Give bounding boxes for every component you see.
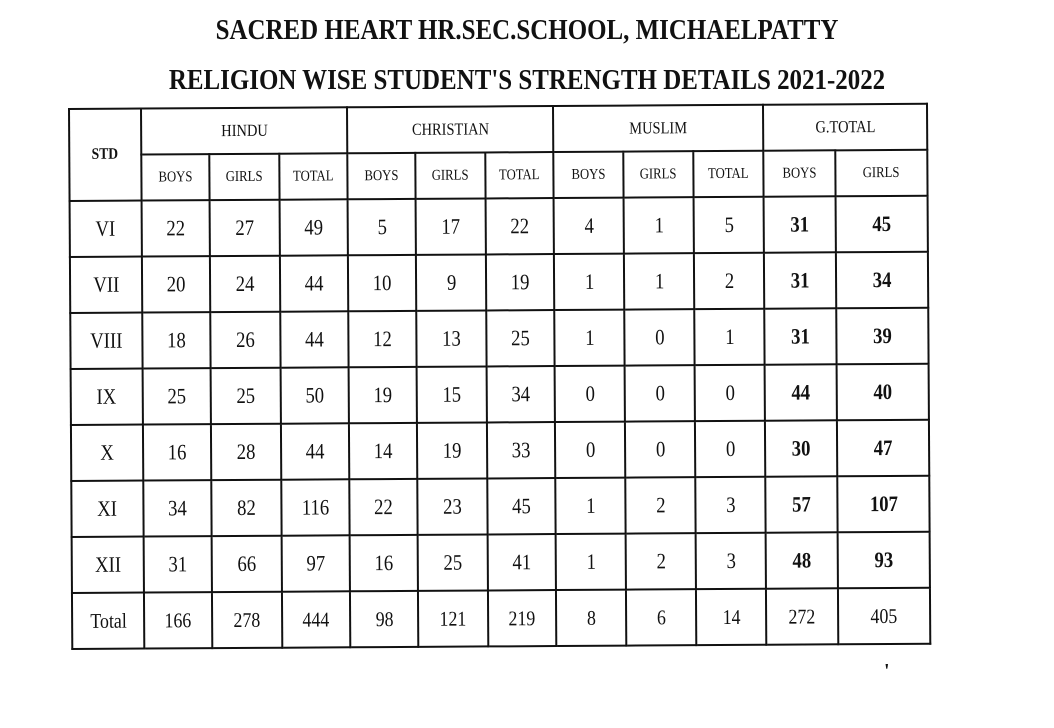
subheader-muslim-total: TOTAL — [693, 151, 763, 197]
group-header-christian: CHRISTIAN — [347, 106, 553, 153]
table-cell: 50 — [281, 367, 349, 423]
table-cell: 16 — [350, 535, 418, 591]
table-cell: 13 — [416, 310, 486, 366]
table-cell: 34 — [487, 366, 555, 422]
total-cell: 219 — [488, 590, 556, 646]
std-cell: IX — [71, 369, 143, 425]
table-cell: 19 — [349, 367, 417, 423]
table-cell: 15 — [417, 366, 487, 422]
table-cell: 14 — [349, 423, 417, 479]
table-cell: 23 — [417, 478, 487, 534]
table-cell: 31 — [144, 536, 212, 592]
table-cell: 25 — [486, 310, 554, 366]
table-cell: 17 — [416, 198, 486, 254]
total-cell: 166 — [144, 592, 212, 648]
table-cell: 48 — [766, 532, 838, 588]
subheader-muslim-girls: GIRLS — [623, 151, 693, 197]
table-cell: 39 — [836, 308, 928, 365]
table-cell: 34 — [836, 252, 928, 309]
table-cell: 44 — [765, 364, 837, 420]
subheader-hindu-girls: GIRLS — [209, 154, 279, 200]
table-cell: 0 — [625, 421, 695, 477]
table-cell: 93 — [838, 532, 930, 589]
group-header-hindu: HINDU — [141, 107, 347, 154]
total-cell: 272 — [766, 588, 838, 644]
table-cell: 2 — [694, 253, 764, 309]
table-cell: 5 — [694, 197, 764, 253]
table-cell: 40 — [837, 364, 929, 421]
strength-table — [68, 103, 931, 650]
std-header: STD — [69, 109, 142, 201]
total-cell: 405 — [838, 588, 930, 645]
table-cell: 5 — [348, 199, 416, 255]
table-row — [71, 364, 929, 425]
table-cell: 0 — [625, 365, 695, 421]
table-cell: 1 — [694, 309, 764, 365]
table-row — [71, 476, 929, 537]
table-cell: 2 — [625, 477, 695, 533]
table-cell: 107 — [837, 476, 929, 533]
total-row — [72, 588, 930, 649]
table-cell: 0 — [695, 421, 765, 477]
std-cell: X — [71, 425, 143, 481]
total-label: Total — [72, 593, 144, 649]
group-header-muslim: MUSLIM — [553, 105, 763, 152]
std-cell: VI — [70, 201, 142, 257]
table-cell: 97 — [282, 535, 350, 591]
table-cell: 10 — [348, 255, 416, 311]
subheader-hindu-boys: BOYS — [141, 154, 209, 200]
table-cell: 3 — [695, 477, 765, 533]
subheader-christian-girls: GIRLS — [415, 152, 485, 198]
std-cell: XI — [71, 481, 143, 537]
table-cell: 22 — [349, 479, 417, 535]
subheader-hindu-total: TOTAL — [279, 153, 347, 199]
table-cell: 12 — [348, 311, 416, 367]
table-cell: 31 — [764, 308, 836, 364]
table-cell: 9 — [416, 254, 486, 310]
total-cell: 278 — [212, 592, 282, 648]
report-title: RELIGION WISE STUDENT'S STRENGTH DETAILS 2021-2022 — [168, 64, 886, 96]
subheader-grand-total-boys: BOYS — [763, 150, 835, 196]
table-cell: 19 — [417, 422, 487, 478]
group-header-grand-total: G.TOTAL — [763, 104, 927, 151]
table-cell: 44 — [280, 255, 348, 311]
table-cell: 31 — [764, 252, 836, 308]
table-cell: 4 — [554, 198, 624, 254]
pen-mark: ' — [884, 660, 890, 682]
table-cell: 0 — [555, 366, 625, 422]
table-cell: 41 — [488, 534, 556, 590]
table-cell: 1 — [555, 478, 625, 534]
table-cell: 45 — [836, 196, 928, 253]
table-cell: 1 — [554, 310, 624, 366]
table-cell: 22 — [486, 198, 554, 254]
subheader-grand-total-girls: GIRLS — [835, 150, 927, 197]
table-cell: 1 — [556, 534, 626, 590]
table-row — [70, 252, 928, 313]
table-row — [71, 420, 929, 481]
table-cell: 0 — [624, 309, 694, 365]
table-cell: 0 — [695, 365, 765, 421]
table-cell: 25 — [211, 368, 281, 424]
subheader-row — [69, 150, 927, 201]
table-cell: 1 — [624, 197, 694, 253]
table-cell: 47 — [837, 420, 929, 477]
std-cell: VIII — [70, 313, 142, 369]
table-cell: 31 — [764, 196, 836, 252]
table-cell: 33 — [487, 422, 555, 478]
table-cell: 49 — [280, 199, 348, 255]
total-cell: 444 — [282, 591, 350, 647]
table-row — [70, 196, 928, 257]
table-cell: 25 — [418, 534, 488, 590]
school-name: SACRED HEART HR.SEC.SCHOOL, MICHAELPATTY — [215, 14, 839, 46]
table-cell: 2 — [626, 533, 696, 589]
subheader-christian-total: TOTAL — [485, 152, 553, 198]
subheader-muslim-boys: BOYS — [553, 152, 623, 198]
table-cell: 1 — [554, 254, 624, 310]
table-cell: 22 — [142, 200, 210, 256]
total-cell: 6 — [626, 589, 696, 645]
table-cell: 16 — [143, 424, 211, 480]
total-cell: 121 — [418, 590, 488, 646]
table-cell: 1 — [624, 253, 694, 309]
table-cell: 82 — [211, 480, 281, 536]
table-cell: 26 — [210, 312, 280, 368]
table-row — [72, 532, 930, 593]
table-cell: 30 — [765, 420, 837, 476]
std-cell: XII — [72, 537, 144, 593]
table-cell: 27 — [210, 200, 280, 256]
table-cell: 25 — [143, 368, 211, 424]
total-cell: 14 — [696, 589, 766, 645]
table-cell: 44 — [281, 423, 349, 479]
std-cell: VII — [70, 257, 142, 313]
table-cell: 3 — [696, 533, 766, 589]
table-cell: 45 — [487, 478, 555, 534]
table-cell: 116 — [281, 479, 349, 535]
table-cell: 44 — [280, 311, 348, 367]
total-cell: 98 — [350, 591, 418, 647]
table-cell: 57 — [765, 476, 837, 532]
table-cell: 20 — [142, 256, 210, 312]
table-cell: 34 — [143, 480, 211, 536]
table-cell: 24 — [210, 256, 280, 312]
table-cell: 66 — [212, 536, 282, 592]
table-cell: 18 — [142, 312, 210, 368]
table-cell: 0 — [555, 422, 625, 478]
total-cell: 8 — [556, 590, 626, 646]
table-cell: 28 — [211, 424, 281, 480]
table-cell: 19 — [486, 254, 554, 310]
table-row — [70, 308, 928, 369]
group-header-row — [69, 104, 927, 155]
subheader-christian-boys: BOYS — [347, 153, 415, 199]
